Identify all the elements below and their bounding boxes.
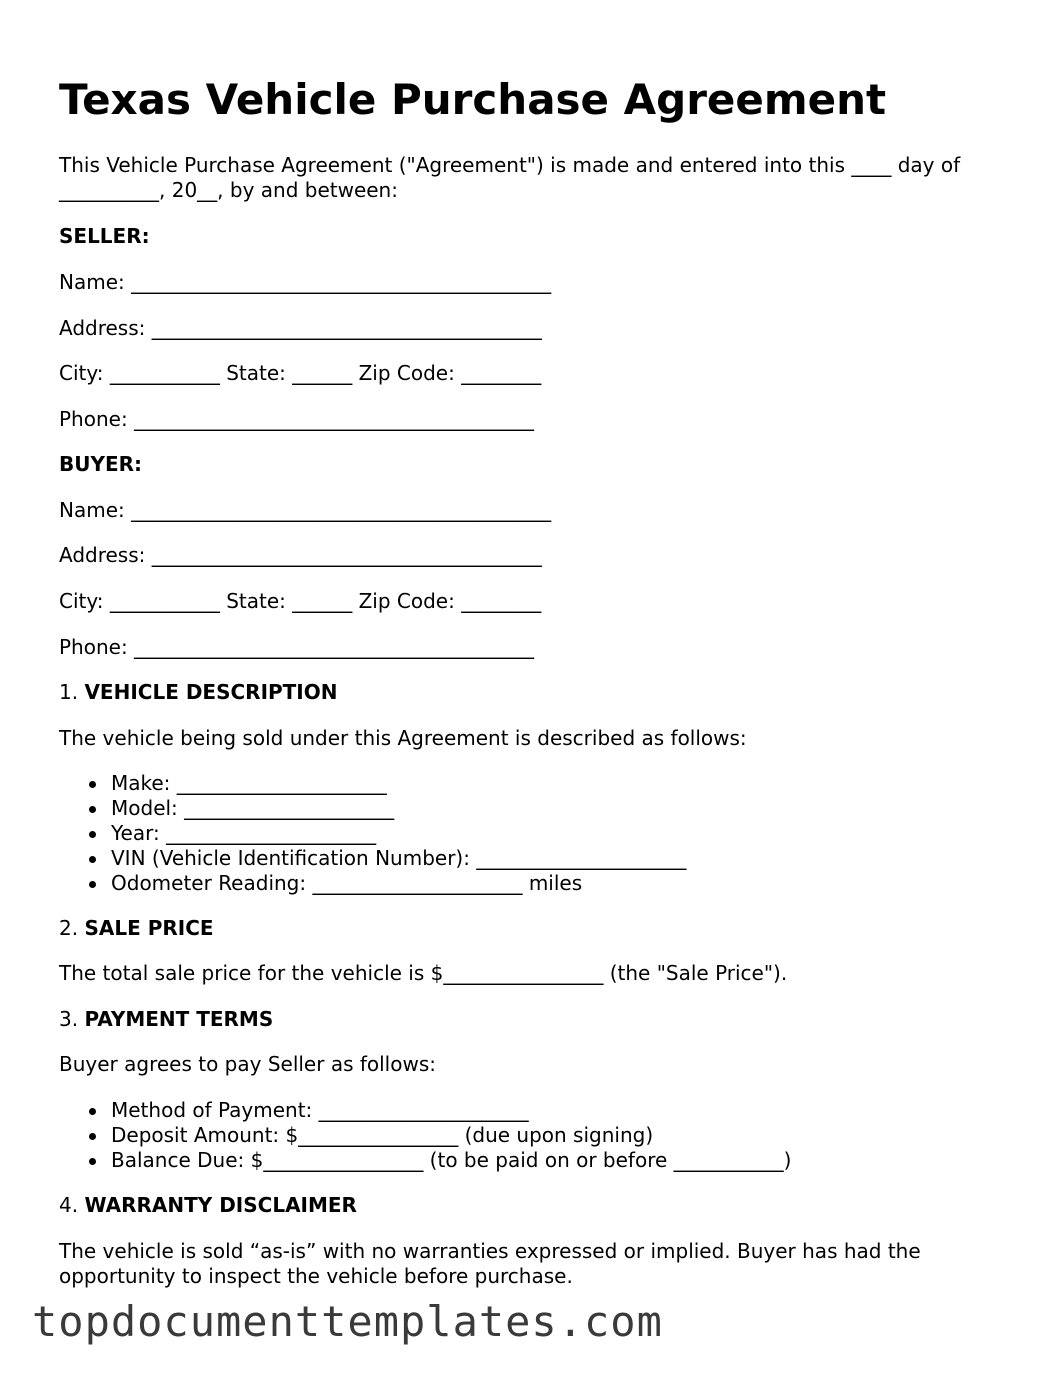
buyer-phone-field: Phone: ________________________________________ (59, 635, 535, 659)
section-title: PAYMENT TERMS (84, 1007, 274, 1031)
seller-phone-field: Phone: ________________________________________ (59, 407, 535, 431)
seller-city-state-zip-field: City: ___________ State: ______ Zip Code: ________ (59, 361, 542, 385)
buyer-name-field: Name: __________________________________________ (59, 498, 552, 522)
section-number: 2. (59, 916, 85, 940)
payment-terms-list (59, 1098, 791, 1173)
vehicle-description-text: The vehicle being sold under this Agreement is described as follows: (59, 726, 747, 750)
section-number: 4. (59, 1193, 85, 1217)
section-heading-vehicle-description (59, 680, 338, 705)
deposit-amount-field: Deposit Amount: $________________ (due upon signing) (59, 1123, 791, 1148)
vehicle-model-field: Model: _____________________ (59, 796, 686, 821)
buyer-heading: BUYER: (59, 452, 143, 476)
vehicle-vin-field: VIN (Vehicle Identification Number): _____________________ (59, 846, 686, 871)
section-title: SALE PRICE (84, 916, 214, 940)
buyer-address-field: Address: _______________________________________ (59, 543, 542, 567)
vehicle-year-field: Year: _____________________ (59, 821, 686, 846)
balance-due-field: Balance Due: $________________ (to be paid on or before ___________) (59, 1148, 791, 1173)
vehicle-make-field: Make: _____________________ (59, 771, 686, 796)
seller-address-field: Address: _______________________________________ (59, 316, 542, 340)
buyer-city-state-zip-field: City: ___________ State: ______ Zip Code: ________ (59, 589, 542, 613)
sale-price-text: The total sale price for the vehicle is $________________ (the "Sale Price"). (59, 961, 788, 985)
section-heading-sale-price (59, 916, 214, 941)
section-heading-payment-terms (59, 1007, 273, 1032)
section-heading-warranty-disclaimer (59, 1193, 357, 1218)
section-number: 3. (59, 1007, 85, 1031)
section-title: WARRANTY DISCLAIMER (84, 1193, 357, 1217)
payment-method-field: Method of Payment: _____________________ (59, 1098, 791, 1123)
intro-paragraph: This Vehicle Purchase Agreement ("Agreement") is made and entered into this ____ day of __________, 20__, by and between: (59, 153, 961, 202)
vehicle-details-list (59, 771, 686, 896)
vehicle-odometer-field: Odometer Reading: _____________________ miles (59, 871, 686, 896)
section-title: VEHICLE DESCRIPTION (84, 680, 338, 704)
page-title: Texas Vehicle Purchase Agreement (59, 75, 887, 124)
seller-name-field: Name: __________________________________________ (59, 270, 552, 294)
warranty-disclaimer-line-1: The vehicle is sold “as-is” with no warranties expressed or implied. Buyer has had the (59, 1239, 921, 1263)
payment-terms-text: Buyer agrees to pay Seller as follows: (59, 1052, 436, 1076)
section-number: 1. (59, 680, 85, 704)
seller-heading: SELLER: (59, 224, 150, 248)
site-watermark: topdocumenttemplates.com (32, 1297, 663, 1346)
warranty-disclaimer-line-2: opportunity to inspect the vehicle before purchase. (59, 1264, 573, 1288)
